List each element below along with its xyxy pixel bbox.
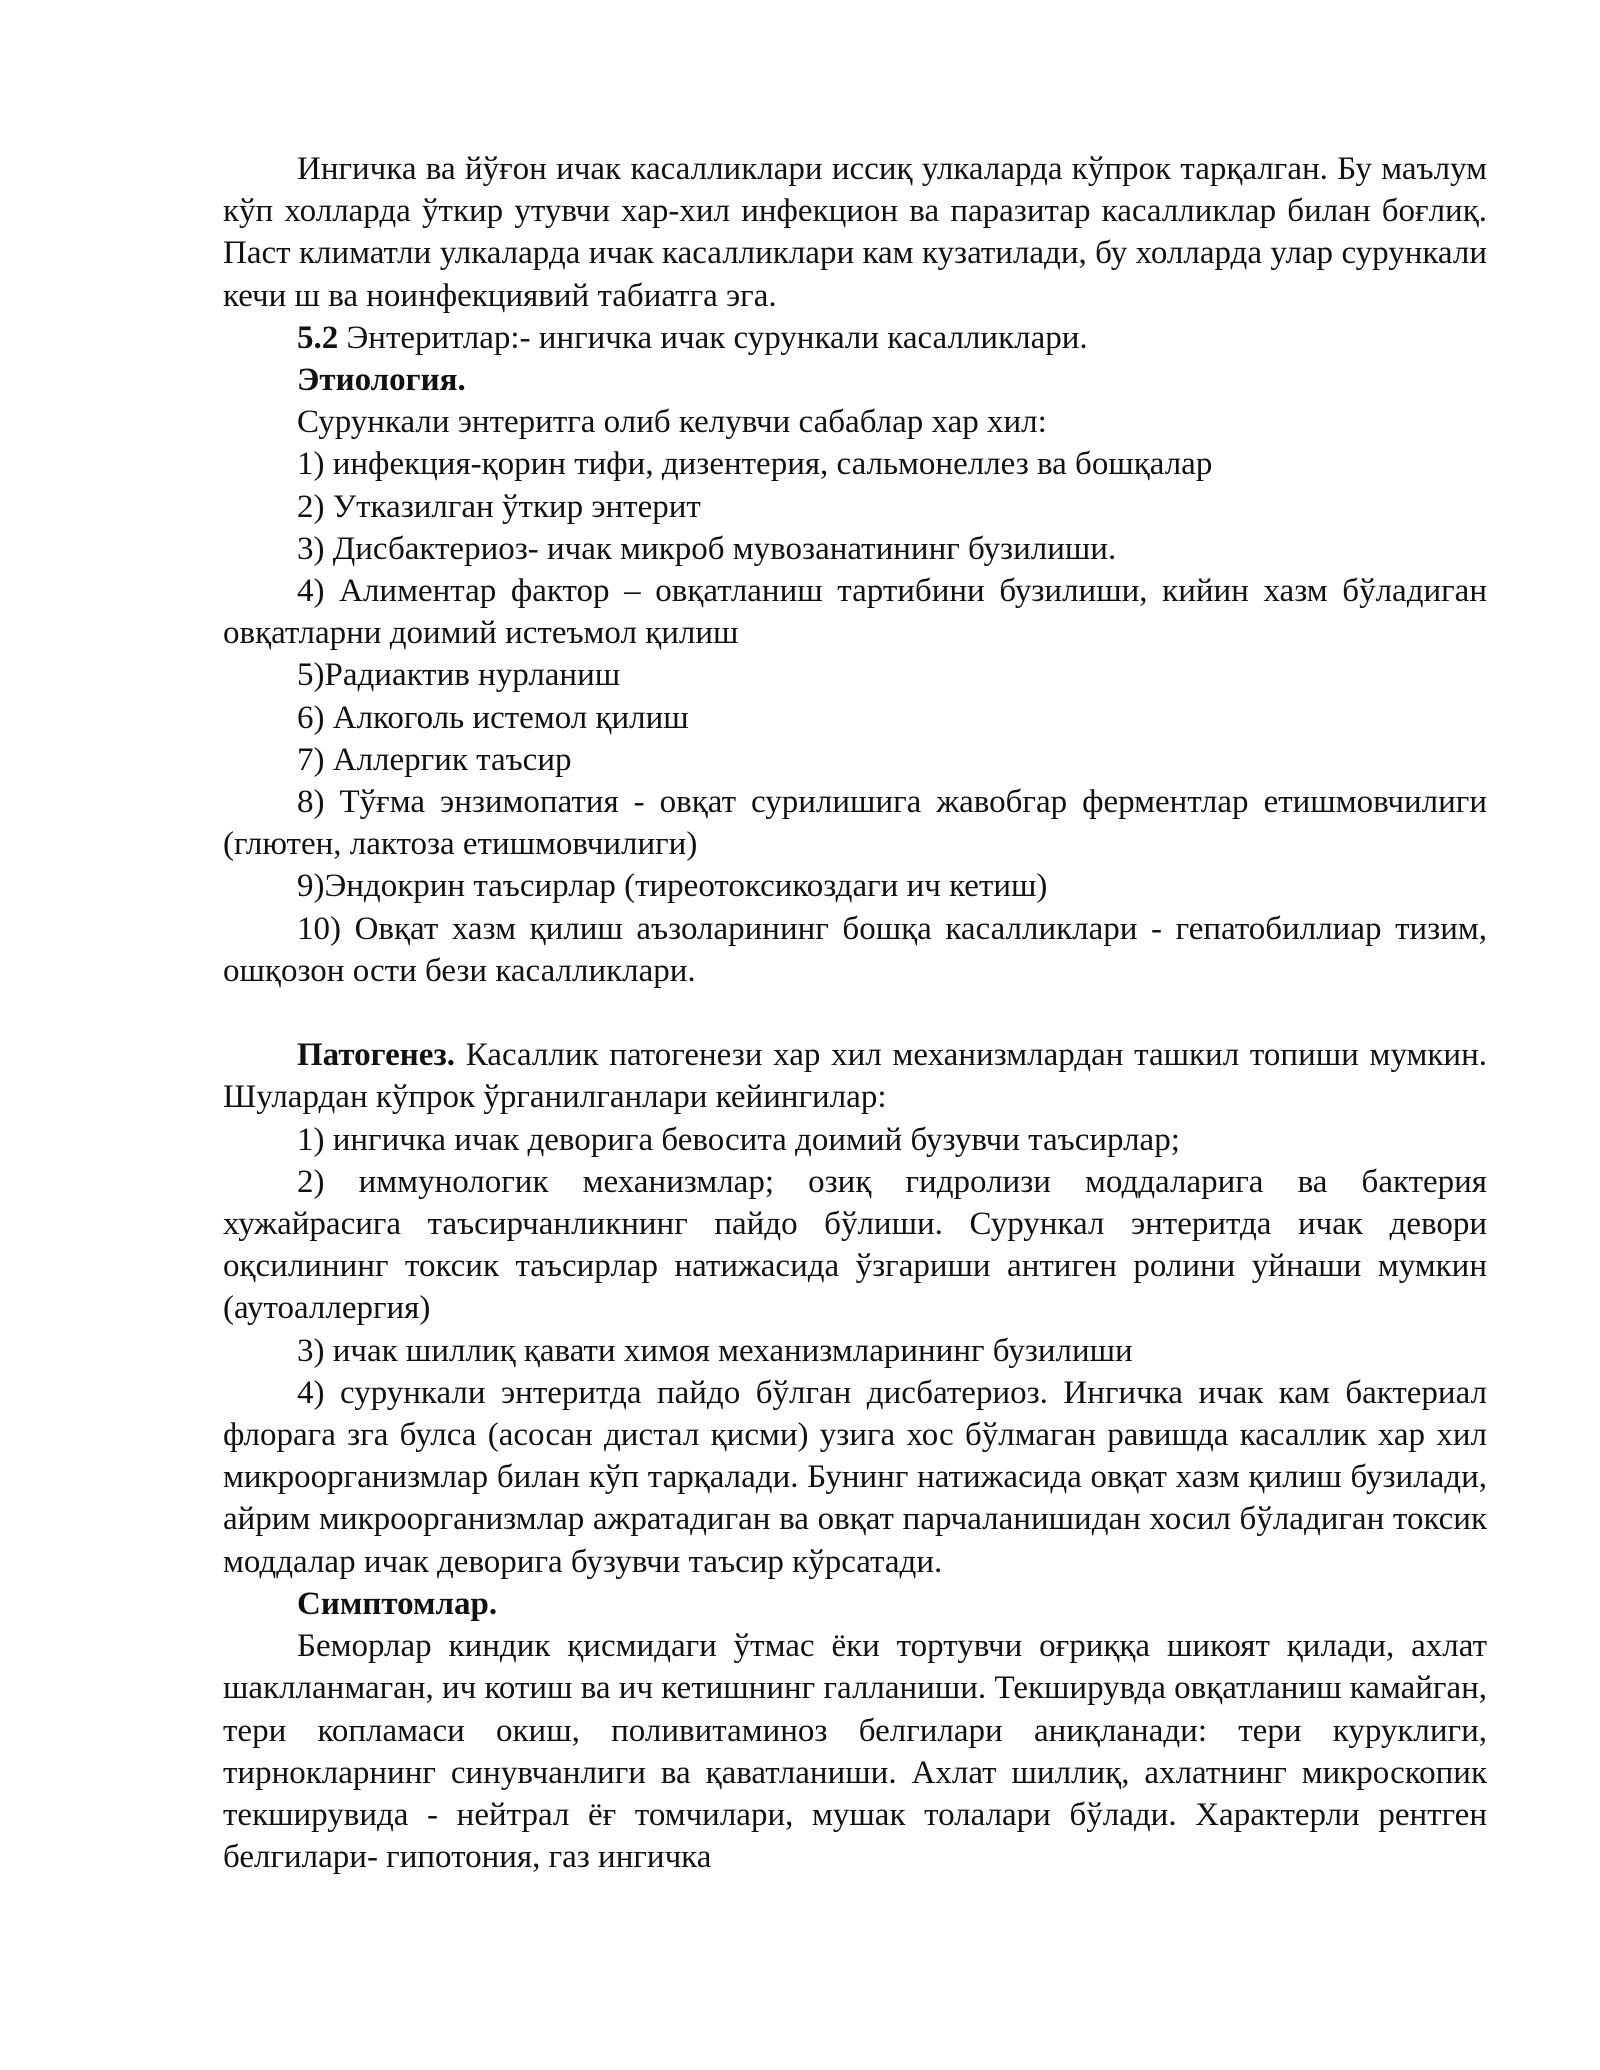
etiology-item: 4) Алиментар фактор – овқатланиш тартибини бузилиши, кийин хазм бўладиган овқатларни доимий истеъмол қилиш — [223, 573, 1487, 652]
symptoms-heading: Симптомлар. — [297, 1585, 498, 1622]
etiology-item: 10) Овқат хазм қилиш аъзоларининг бошқа касалликлари - гепатобиллиар тизим, ошқозон ости бези касалликлари. — [223, 910, 1487, 989]
pathogenesis-heading: Патогенез. — [297, 1037, 455, 1074]
etiology-heading: Этиология. — [297, 362, 466, 399]
paragraph-gap — [223, 992, 1487, 1034]
document-page — [223, 148, 1487, 1878]
etiology-item: 1) инфекция-қорин тифи, дизентерия, сальмонеллез ва бошқалар — [297, 446, 1213, 483]
pathogenesis-item: 1) ингичка ичак деворига бевосита доимий бузувчи таъсирлар; — [297, 1121, 1180, 1158]
pathogenesis-item: 2) иммунологик механизмлар; озиқ гидролизи моддаларига ва бактерия хужайрасига таъсирчанликнинг пайдо бўлиши. Сурункал энтеритда ичак девори оқсилининг токсик таъсирлар натижасида ўзгариши антиген ролини уйнаши мумкин (аутоаллергия) — [223, 1163, 1487, 1327]
etiology-item: 3) Дисбактериоз- ичак микроб мувозанатининг бузилиши. — [297, 530, 1117, 567]
etiology-intro: Сурункали энтеритга олиб келувчи сабаблар хар хил: — [297, 404, 1047, 441]
section-title: Энтеритлар:- ингичка ичак сурункали касалликлари. — [338, 319, 1088, 356]
pathogenesis-item: 3) ичак шиллиқ қавати химоя механизмларининг бузилиши — [297, 1332, 1133, 1369]
section-heading — [223, 317, 1487, 359]
etiology-item: 8) Тўғма энзимопатия - овқат сурилишига жавобгар ферментлар етишмовчилиги (глютен, лактоза етишмовчилиги) — [223, 784, 1487, 863]
section-number: 5.2 — [297, 319, 339, 356]
intro-paragraph: Ингичка ва йўғон ичак касалликлари иссиқ улкаларда кўпрок тарқалган. Бу маълум кўп холларда ўткир утувчи хар-хил инфекцион ва паразитар касалликлар билан боғлиқ. Паст климатли улкаларда ичак касалликлари кам кузатилади, бу холларда улар сурункали кечи ш ва ноинфекциявий табиатга эга. — [223, 151, 1487, 314]
pathogenesis-paragraph — [223, 1034, 1487, 1118]
etiology-item: 6) Алкоголь истемол қилиш — [297, 699, 689, 736]
pathogenesis-item: 4) сурункали энтеритда пайдо бўлган дисбатериоз. Ингичка ичак кам бактериал флорага зга булса (асосан дистал қисми) узига хос бўлмаган равишда касаллик хар хил микроорганизмлар билан кўп тарқалади. Бунинг натижасида овқат хазм қилиш бузилади, айрим микроорганизмлар ажратадиган ва овқат парчаланишидан хосил бўладиган токсик моддалар ичак деворига бузувчи таъсир кўрсатади. — [223, 1374, 1487, 1580]
etiology-item: 5)Радиактив нурланиш — [297, 657, 621, 694]
pathogenesis-intro: Касаллик патогенези хар хил механизмлардан ташкил топиши мумкин. Шулардан кўпрок ўрганилганлари кейингилар: — [223, 1037, 1487, 1116]
symptoms-paragraph: Беморлар киндик қисмидаги ўтмас ёки тортувчи оғриққа шикоят қилади, ахлат шаклланмаган, ич котиш ва ич кетишнинг галланиши. Текширувда овқатланиш камайган, тери копламаси окиш, поливитаминоз белгилари аниқланади: тери куруклиги, тирнокларнинг синувчанлиги ва қаватланиши. Ахлат шиллиқ, ахлатнинг микроскопик текширувида - нейтрал ёғ томчилари, мушак толалари бўлади. Характерли рентген белгилари- гипотония, газ ингичка — [223, 1628, 1487, 1876]
etiology-item: 9)Эндокрин таъсирлар (тиреотоксикоздаги ич кетиш) — [297, 868, 1048, 905]
etiology-item: 7) Аллергик таъсир — [297, 741, 572, 778]
etiology-item: 2) Утказилган ўткир энтерит — [297, 488, 701, 525]
